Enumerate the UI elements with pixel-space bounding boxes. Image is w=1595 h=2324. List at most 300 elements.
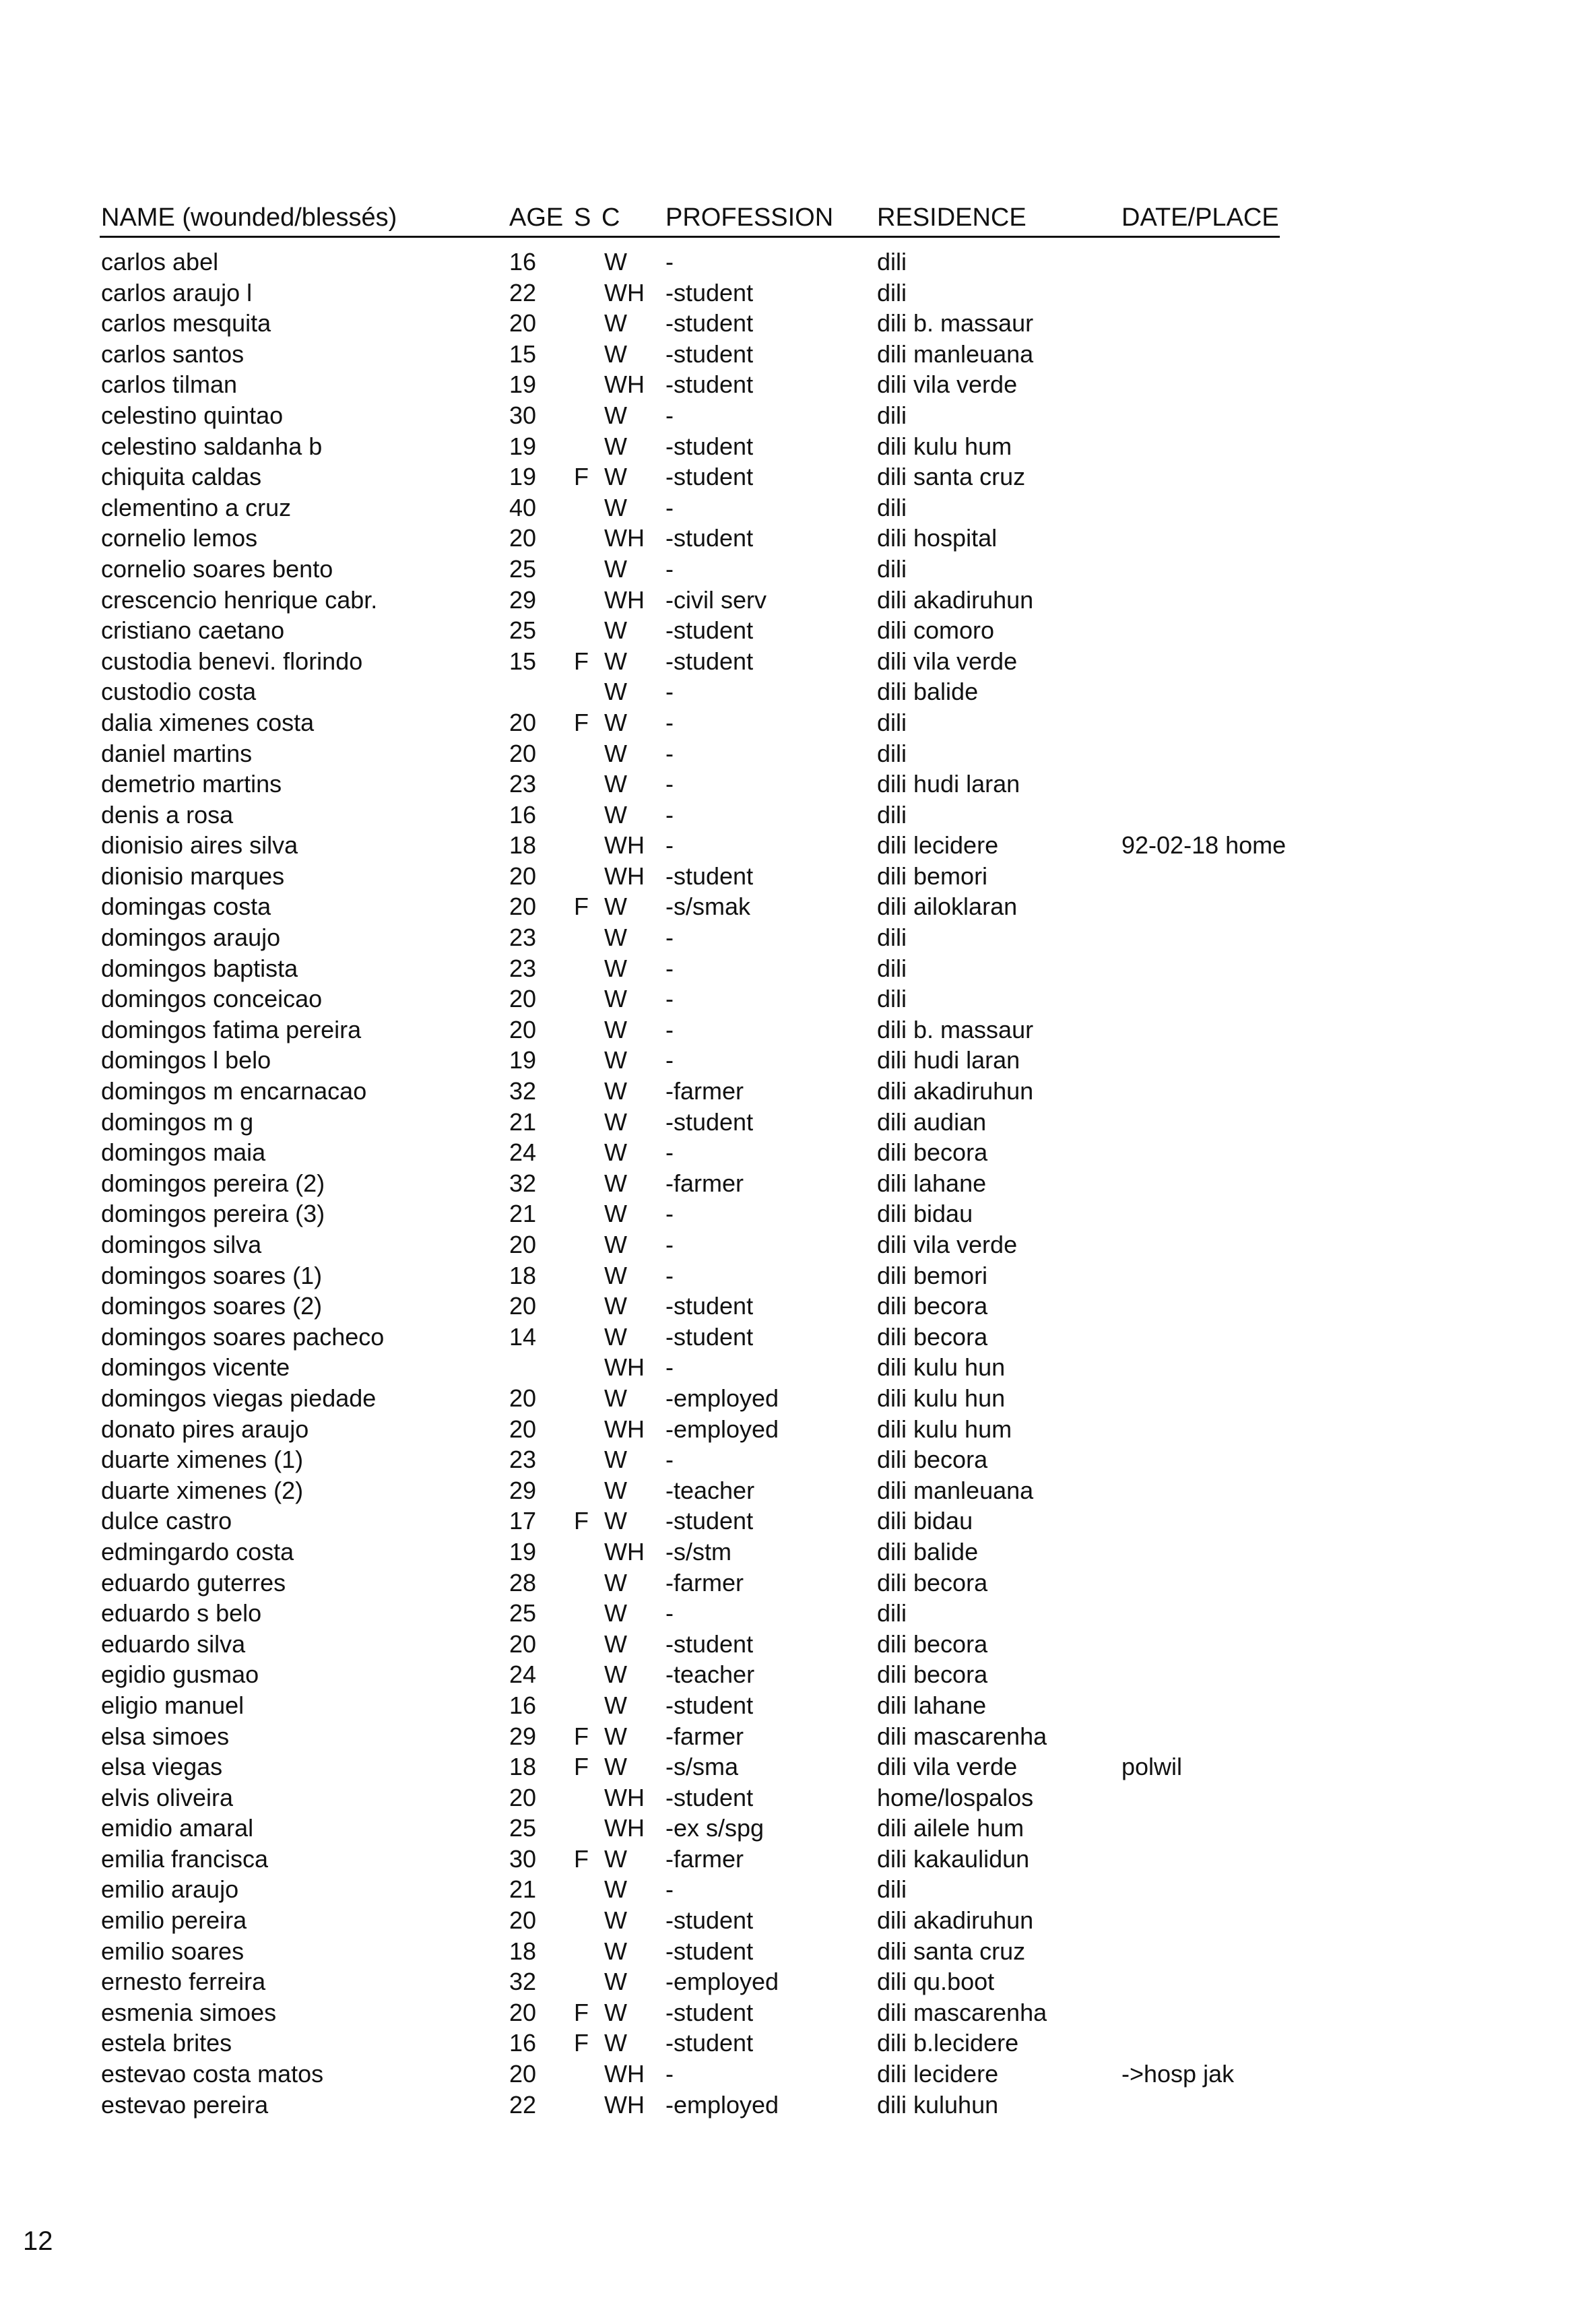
cell-condition: W xyxy=(604,1722,627,1750)
cell-name: domingos pereira (3) xyxy=(101,1200,325,1228)
cell-profession: - xyxy=(665,1046,674,1074)
cell-name: carlos santos xyxy=(101,340,245,368)
cell-residence: dili lahane xyxy=(877,1691,987,1719)
cell-profession: - xyxy=(665,924,674,952)
cell-profession: - xyxy=(665,1200,674,1228)
table-row xyxy=(0,1107,1595,1138)
cell-name: domingos vicente xyxy=(101,1353,290,1382)
header-underline xyxy=(100,236,1280,238)
cell-residence: dili lecidere xyxy=(877,831,999,860)
cell-name: duarte ximenes (2) xyxy=(101,1476,304,1504)
cell-profession: -teacher xyxy=(665,1476,755,1504)
cell-profession: - xyxy=(665,954,674,982)
cell-residence: dili kuluhun xyxy=(877,2090,999,2119)
cell-profession: -student xyxy=(665,1507,754,1535)
header-profession: PROFESSION xyxy=(665,203,834,232)
cell-condition: W xyxy=(604,1937,627,1965)
cell-age: 24 xyxy=(509,1660,537,1689)
cell-name: custodia benevi. florindo xyxy=(101,647,363,675)
table-row xyxy=(0,278,1595,309)
cell-profession: - xyxy=(665,1599,674,1627)
cell-age: 25 xyxy=(509,554,537,583)
cell-condition: W xyxy=(604,1844,627,1873)
cell-condition: W xyxy=(604,1046,627,1074)
cell-age: 20 xyxy=(509,862,537,890)
cell-age: 19 xyxy=(509,370,537,399)
table-row xyxy=(0,554,1595,585)
cell-profession: -student xyxy=(665,463,754,491)
cell-condition: WH xyxy=(604,862,645,890)
cell-residence: dili santa cruz xyxy=(877,463,1026,491)
cell-age: 16 xyxy=(509,248,537,276)
table-row xyxy=(0,1629,1595,1660)
cell-condition: WH xyxy=(604,524,645,552)
cell-residence: dili qu.boot xyxy=(877,1968,995,1996)
cell-age: 23 xyxy=(509,1446,537,1474)
table-row xyxy=(0,1936,1595,1967)
wounded-table-body xyxy=(0,247,1595,2120)
cell-name: carlos tilman xyxy=(101,370,238,399)
cell-name: cornelio soares bento xyxy=(101,554,333,583)
cell-name: eduardo silva xyxy=(101,1629,246,1658)
cell-name: domingas costa xyxy=(101,893,271,921)
cell-condition: WH xyxy=(604,1783,645,1811)
cell-profession: -student xyxy=(665,278,754,306)
cell-condition: W xyxy=(604,1292,627,1320)
cell-residence: dili mascarenha xyxy=(877,1998,1047,2026)
table-row xyxy=(0,247,1595,278)
cell-condition: WH xyxy=(604,2090,645,2119)
cell-condition: WH xyxy=(604,1353,645,1382)
cell-age: 15 xyxy=(509,340,537,368)
cell-name: domingos soares (2) xyxy=(101,1292,323,1320)
table-row xyxy=(0,369,1595,400)
cell-age: 18 xyxy=(509,831,537,860)
cell-profession: -employed xyxy=(665,2090,779,2119)
cell-profession: -farmer xyxy=(665,1844,744,1873)
cell-age: 32 xyxy=(509,1077,537,1105)
cell-residence: dili bidau xyxy=(877,1507,973,1535)
cell-name: donato pires araujo xyxy=(101,1415,309,1443)
cell-condition: W xyxy=(604,1384,627,1412)
cell-residence: dili bemori xyxy=(877,1261,988,1289)
cell-profession: -ex s/spg xyxy=(665,1814,764,1842)
cell-sex: F xyxy=(574,463,589,491)
cell-name: domingos fatima pereira xyxy=(101,1015,362,1043)
table-row xyxy=(0,861,1595,892)
cell-condition: W xyxy=(604,309,627,337)
cell-profession: -student xyxy=(665,1906,754,1935)
cell-age: 19 xyxy=(509,432,537,460)
cell-age: 21 xyxy=(509,1875,537,1904)
cell-condition: WH xyxy=(604,2060,645,2088)
cell-residence: dili b. massaur xyxy=(877,1015,1034,1043)
cell-residence: dili kulu hum xyxy=(877,1415,1012,1443)
table-row xyxy=(0,738,1595,769)
cell-condition: W xyxy=(604,985,627,1013)
cell-profession: - xyxy=(665,1231,674,1258)
cell-condition: WH xyxy=(604,278,645,306)
cell-age: 20 xyxy=(509,1906,537,1935)
cell-residence: dili becora xyxy=(877,1629,988,1658)
cell-name: estevao costa matos xyxy=(101,2060,324,2088)
cell-sex: F xyxy=(574,893,589,921)
cell-residence: dili xyxy=(877,493,907,521)
cell-name: domingos conceicao xyxy=(101,985,323,1013)
table-row xyxy=(0,1014,1595,1045)
cell-profession: -student xyxy=(665,1107,754,1136)
cell-sex: F xyxy=(574,2029,589,2057)
cell-profession: -s/stm xyxy=(665,1537,731,1566)
cell-profession: - xyxy=(665,985,674,1013)
cell-name: daniel martins xyxy=(101,739,253,767)
table-row xyxy=(0,1291,1595,1322)
table-row xyxy=(0,1076,1595,1107)
cell-profession: -student xyxy=(665,1937,754,1965)
cell-age: 40 xyxy=(509,493,537,521)
cell-age: 20 xyxy=(509,708,537,736)
cell-age: 20 xyxy=(509,1783,537,1811)
cell-age: 20 xyxy=(509,893,537,921)
cell-condition: W xyxy=(604,1906,627,1935)
cell-age: 19 xyxy=(509,463,537,491)
table-row xyxy=(0,1229,1595,1260)
cell-condition: W xyxy=(604,248,627,276)
cell-name: domingos l belo xyxy=(101,1046,271,1074)
cell-age: 20 xyxy=(509,1384,537,1412)
page-number: 12 xyxy=(23,2226,53,2256)
table-row xyxy=(0,646,1595,677)
cell-profession: -student xyxy=(665,1783,754,1811)
cell-residence: dili xyxy=(877,1599,907,1627)
cell-profession: -employed xyxy=(665,1415,779,1443)
cell-condition: W xyxy=(604,432,627,460)
cell-condition: W xyxy=(604,893,627,921)
cell-name: eligio manuel xyxy=(101,1691,245,1719)
cell-sex: F xyxy=(574,708,589,736)
table-row xyxy=(0,1813,1595,1844)
cell-residence: dili manleuana xyxy=(877,340,1034,368)
cell-condition: W xyxy=(604,1691,627,1719)
cell-age: 29 xyxy=(509,585,537,614)
cell-age: 30 xyxy=(509,1844,537,1873)
cell-residence: dili becora xyxy=(877,1660,988,1689)
cell-name: crescencio henrique cabr. xyxy=(101,585,378,614)
cell-condition: WH xyxy=(604,1814,645,1842)
cell-condition: W xyxy=(604,401,627,429)
cell-residence: dili xyxy=(877,800,907,829)
cell-name: chiquita caldas xyxy=(101,463,262,491)
cell-age: 22 xyxy=(509,278,537,306)
cell-residence: dili xyxy=(877,985,907,1013)
cell-profession: -student xyxy=(665,309,754,337)
cell-condition: W xyxy=(604,1753,627,1781)
cell-residence: dili vila verde xyxy=(877,1231,1018,1258)
cell-age: 25 xyxy=(509,616,537,645)
cell-sex: F xyxy=(574,1722,589,1750)
cell-condition: W xyxy=(604,800,627,829)
table-row xyxy=(0,1751,1595,1782)
header-date-place: DATE/PLACE xyxy=(1121,203,1279,232)
cell-age: 18 xyxy=(509,1937,537,1965)
cell-residence: dili b.lecidere xyxy=(877,2029,1019,2057)
cell-profession: - xyxy=(665,1015,674,1043)
table-row xyxy=(0,769,1595,800)
cell-profession: -student xyxy=(665,1629,754,1658)
table-row xyxy=(0,2028,1595,2059)
cell-condition: W xyxy=(604,954,627,982)
cell-name: dalia ximenes costa xyxy=(101,708,315,736)
table-row xyxy=(0,1844,1595,1875)
cell-age: 28 xyxy=(509,1568,537,1596)
table-row xyxy=(0,953,1595,984)
cell-name: edmingardo costa xyxy=(101,1537,294,1566)
cell-condition: W xyxy=(604,1568,627,1596)
cell-profession: - xyxy=(665,401,674,429)
cell-age: 20 xyxy=(509,1415,537,1443)
cell-age: 25 xyxy=(509,1599,537,1627)
cell-condition: W xyxy=(604,1138,627,1167)
cell-age: 23 xyxy=(509,924,537,952)
table-row xyxy=(0,1659,1595,1690)
cell-name: egidio gusmao xyxy=(101,1660,259,1689)
cell-name: carlos abel xyxy=(101,248,219,276)
cell-name: domingos baptista xyxy=(101,954,298,982)
cell-age: 15 xyxy=(509,647,537,675)
cell-profession: -employed xyxy=(665,1384,779,1412)
cell-residence: dili xyxy=(877,739,907,767)
cell-age: 18 xyxy=(509,1261,537,1289)
cell-condition: W xyxy=(604,493,627,521)
cell-profession: -student xyxy=(665,2029,754,2057)
cell-residence: dili hudi laran xyxy=(877,770,1020,798)
cell-name: emilio soares xyxy=(101,1937,245,1965)
cell-condition: W xyxy=(604,678,627,706)
cell-age: 20 xyxy=(509,1015,537,1043)
cell-name: elsa simoes xyxy=(101,1722,230,1750)
table-row xyxy=(0,1168,1595,1199)
cell-residence: dili balide xyxy=(877,1537,979,1566)
cell-profession: -farmer xyxy=(665,1169,744,1197)
cell-profession: -s/smak xyxy=(665,893,750,921)
cell-profession: - xyxy=(665,1261,674,1289)
cell-residence: dili becora xyxy=(877,1292,988,1320)
cell-profession: - xyxy=(665,739,674,767)
cell-residence: dili xyxy=(877,248,907,276)
cell-profession: -student xyxy=(665,1998,754,2026)
cell-condition: W xyxy=(604,739,627,767)
cell-condition: W xyxy=(604,1875,627,1904)
header-sex: S xyxy=(574,203,591,232)
header-age: AGE xyxy=(509,203,564,232)
cell-condition: W xyxy=(604,924,627,952)
table-row xyxy=(0,983,1595,1014)
header-residence: RESIDENCE xyxy=(877,203,1027,232)
cell-residence: dili xyxy=(877,1875,907,1904)
cell-name: cornelio lemos xyxy=(101,524,258,552)
table-row xyxy=(0,1966,1595,1997)
table-row xyxy=(0,1506,1595,1537)
cell-profession: -student xyxy=(665,432,754,460)
cell-condition: W xyxy=(604,1629,627,1658)
cell-profession: - xyxy=(665,1138,674,1167)
cell-residence: dili xyxy=(877,401,907,429)
cell-age: 14 xyxy=(509,1322,537,1351)
cell-profession: -student xyxy=(665,1322,754,1351)
cell-residence: dili akadiruhun xyxy=(877,585,1034,614)
table-row xyxy=(0,1045,1595,1076)
table-row xyxy=(0,1137,1595,1168)
cell-age: 20 xyxy=(509,1998,537,2026)
table-row xyxy=(0,707,1595,738)
cell-residence: home/lospalos xyxy=(877,1783,1034,1811)
table-row xyxy=(0,891,1595,922)
cell-residence: dili manleuana xyxy=(877,1476,1034,1504)
cell-residence: dili vila verde xyxy=(877,1753,1018,1781)
table-row xyxy=(0,1782,1595,1813)
cell-residence: dili xyxy=(877,924,907,952)
cell-profession: - xyxy=(665,800,674,829)
cell-condition: W xyxy=(604,1015,627,1043)
cell-age: 19 xyxy=(509,1537,537,1566)
cell-name: domingos viegas piedade xyxy=(101,1384,377,1412)
cell-residence: dili hospital xyxy=(877,524,998,552)
table-row xyxy=(0,339,1595,370)
cell-condition: WH xyxy=(604,831,645,860)
table-row xyxy=(0,1444,1595,1475)
cell-residence: dili lecidere xyxy=(877,2060,999,2088)
cell-date-place: polwil xyxy=(1121,1753,1183,1781)
cell-residence: dili balide xyxy=(877,678,979,706)
cell-condition: W xyxy=(604,1322,627,1351)
cell-name: dionisio aires silva xyxy=(101,831,298,860)
cell-age: 20 xyxy=(509,1629,537,1658)
cell-name: domingos araujo xyxy=(101,924,281,952)
table-row xyxy=(0,1322,1595,1353)
cell-profession: -teacher xyxy=(665,1660,755,1689)
cell-name: eduardo guterres xyxy=(101,1568,286,1596)
cell-age: 30 xyxy=(509,401,537,429)
table-row xyxy=(0,1905,1595,1936)
cell-age: 23 xyxy=(509,954,537,982)
cell-name: elvis oliveira xyxy=(101,1783,234,1811)
cell-residence: dili vila verde xyxy=(877,647,1018,675)
table-row xyxy=(0,523,1595,554)
cell-condition: W xyxy=(604,1231,627,1258)
table-row xyxy=(0,615,1595,646)
cell-profession: - xyxy=(665,554,674,583)
table-row xyxy=(0,1568,1595,1599)
cell-sex: F xyxy=(574,1844,589,1873)
cell-age: 25 xyxy=(509,1814,537,1842)
cell-age: 29 xyxy=(509,1476,537,1504)
table-row xyxy=(0,2059,1595,2090)
cell-residence: dili kulu hun xyxy=(877,1353,1006,1382)
cell-profession: -student xyxy=(665,1292,754,1320)
cell-profession: - xyxy=(665,1353,674,1382)
cell-condition: W xyxy=(604,616,627,645)
cell-condition: W xyxy=(604,2029,627,2057)
cell-condition: W xyxy=(604,770,627,798)
cell-age: 32 xyxy=(509,1169,537,1197)
cell-name: emilio pereira xyxy=(101,1906,247,1935)
cell-date-place: ->hosp jak xyxy=(1121,2060,1235,2088)
cell-age: 21 xyxy=(509,1107,537,1136)
cell-condition: W xyxy=(604,1476,627,1504)
cell-condition: WH xyxy=(604,1415,645,1443)
cell-condition: WH xyxy=(604,370,645,399)
cell-residence: dili becora xyxy=(877,1568,988,1596)
table-row xyxy=(0,800,1595,831)
cell-name: clementino a cruz xyxy=(101,493,292,521)
table-row xyxy=(0,676,1595,707)
cell-condition: W xyxy=(604,647,627,675)
cell-condition: W xyxy=(604,1446,627,1474)
cell-name: estevao pereira xyxy=(101,2090,269,2119)
table-row xyxy=(0,492,1595,523)
cell-age: 17 xyxy=(509,1507,537,1535)
cell-name: denis a rosa xyxy=(101,800,234,829)
cell-residence: dili becora xyxy=(877,1138,988,1167)
cell-age: 24 xyxy=(509,1138,537,1167)
cell-name: domingos soares (1) xyxy=(101,1261,323,1289)
cell-residence: dili b. massaur xyxy=(877,309,1034,337)
cell-profession: - xyxy=(665,2060,674,2088)
cell-name: emidio amaral xyxy=(101,1814,254,1842)
cell-profession: - xyxy=(665,831,674,860)
cell-age: 20 xyxy=(509,1231,537,1258)
cell-age: 20 xyxy=(509,1292,537,1320)
cell-residence: dili santa cruz xyxy=(877,1937,1026,1965)
cell-name: dionisio marques xyxy=(101,862,285,890)
cell-age: 16 xyxy=(509,800,537,829)
cell-name: carlos araujo l xyxy=(101,278,253,306)
cell-sex: F xyxy=(574,1507,589,1535)
table-row xyxy=(0,1690,1595,1721)
cell-age: 18 xyxy=(509,1753,537,1781)
cell-condition: W xyxy=(604,1107,627,1136)
table-row xyxy=(0,1414,1595,1445)
cell-residence: dili akadiruhun xyxy=(877,1077,1034,1105)
cell-residence: dili becora xyxy=(877,1322,988,1351)
cell-name: domingos maia xyxy=(101,1138,266,1167)
cell-sex: F xyxy=(574,647,589,675)
table-row xyxy=(0,1598,1595,1629)
table-row xyxy=(0,1352,1595,1383)
cell-age: 21 xyxy=(509,1200,537,1228)
cell-age: 16 xyxy=(509,1691,537,1719)
cell-profession: -student xyxy=(665,1691,754,1719)
cell-profession: - xyxy=(665,708,674,736)
cell-profession: - xyxy=(665,1875,674,1904)
table-row xyxy=(0,1260,1595,1291)
table-row xyxy=(0,585,1595,616)
cell-sex: F xyxy=(574,1998,589,2026)
cell-profession: -student xyxy=(665,370,754,399)
cell-residence: dili comoro xyxy=(877,616,995,645)
cell-residence: dili xyxy=(877,278,907,306)
cell-residence: dili kulu hun xyxy=(877,1384,1006,1412)
header-condition: C xyxy=(601,203,620,232)
cell-profession: -student xyxy=(665,340,754,368)
cell-residence: dili kakaulidun xyxy=(877,1844,1030,1873)
cell-residence: dili akadiruhun xyxy=(877,1906,1034,1935)
cell-age: 29 xyxy=(509,1722,537,1750)
cell-profession: - xyxy=(665,678,674,706)
cell-age: 20 xyxy=(509,985,537,1013)
cell-residence: dili xyxy=(877,708,907,736)
table-row xyxy=(0,1383,1595,1414)
